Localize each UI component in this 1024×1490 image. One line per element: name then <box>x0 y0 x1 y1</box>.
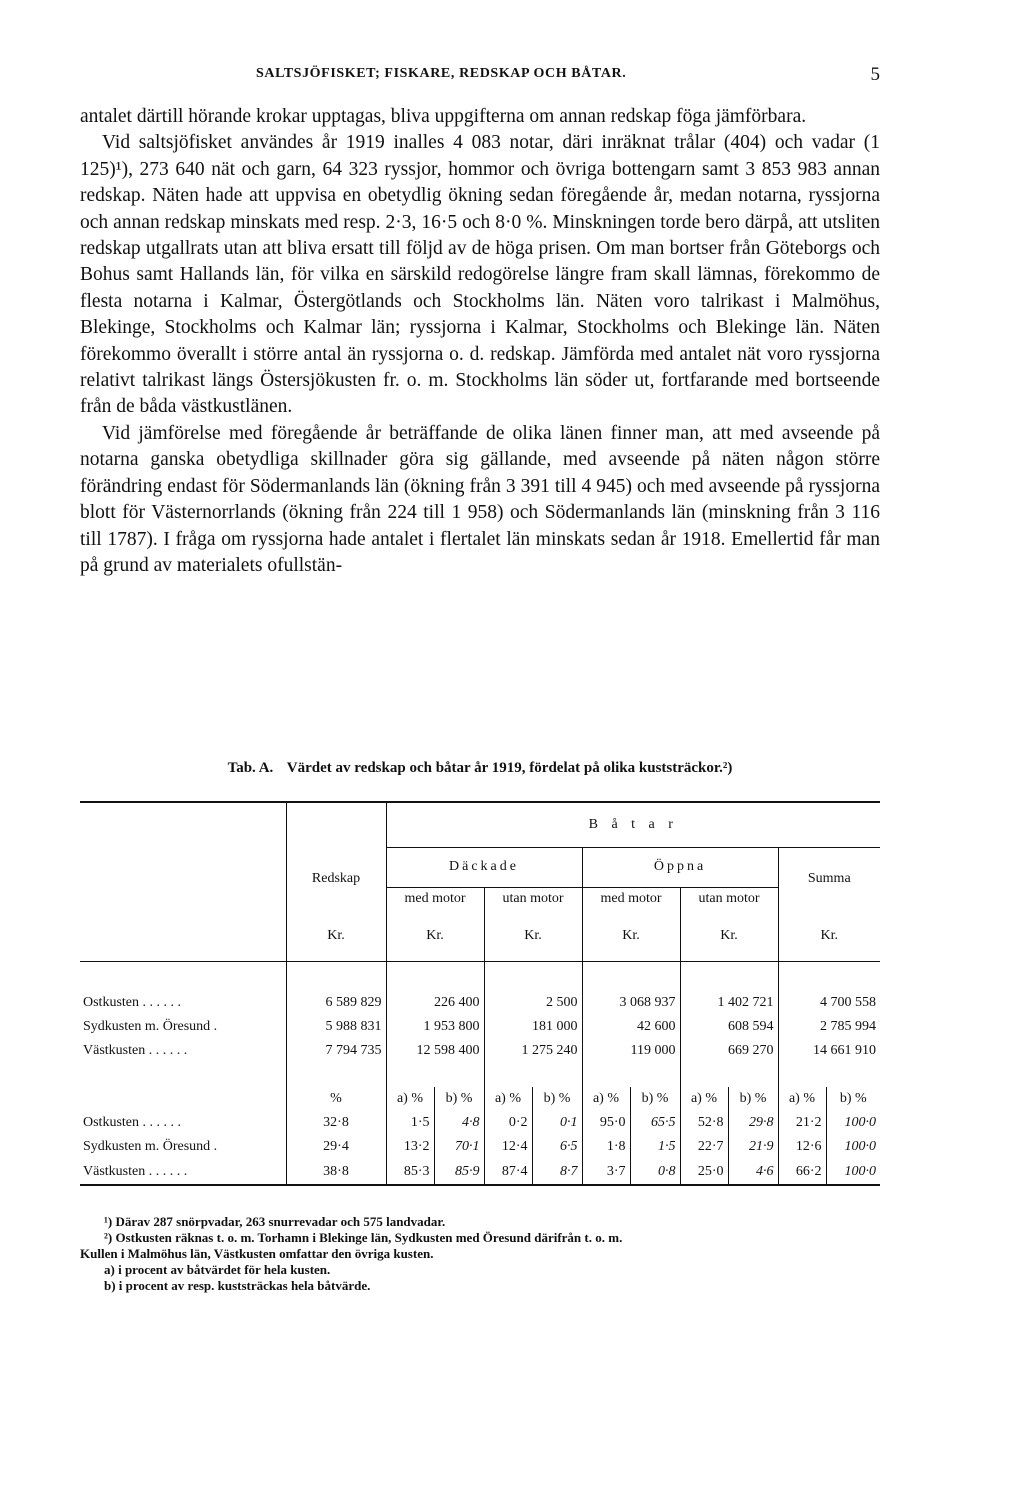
cell: 70·1 <box>434 1135 484 1159</box>
table-row <box>80 1135 880 1159</box>
pct-a: a) % <box>582 1087 630 1111</box>
unit-kr: Kr. <box>286 911 386 961</box>
pct-unit: % <box>286 1087 386 1111</box>
cell: 29·4 <box>286 1135 386 1159</box>
cell: 66·2 <box>778 1159 826 1185</box>
cell: 4·6 <box>728 1159 778 1185</box>
cell: 669 270 <box>680 1039 778 1063</box>
footnote: ¹) Därav 287 snörpvadar, 263 snurrevadar och 575 landvadar. <box>104 1214 446 1229</box>
cell: 226 400 <box>386 991 484 1015</box>
stub-header <box>80 802 286 847</box>
cell: 3·7 <box>582 1159 630 1185</box>
running-head: SALTSJÖFISKET; FISKARE, REDSKAP OCH BÅTAR. <box>256 66 627 81</box>
cell: 12·6 <box>778 1135 826 1159</box>
unit-kr: Kr. <box>582 911 680 961</box>
unit-kr: Kr. <box>484 911 582 961</box>
cell: 22·7 <box>680 1135 728 1159</box>
table-number: Tab. A. <box>227 760 274 776</box>
unit-kr: Kr. <box>386 911 484 961</box>
cell: 100·0 <box>826 1159 880 1185</box>
cell: 13·2 <box>386 1135 434 1159</box>
cell: 4 700 558 <box>778 991 880 1015</box>
table-row <box>80 1159 880 1185</box>
cell: 12 598 400 <box>386 1039 484 1063</box>
cell: 1·5 <box>630 1135 680 1159</box>
cell: 1 275 240 <box>484 1039 582 1063</box>
cell: 181 000 <box>484 1015 582 1039</box>
oppna-header: Öppna <box>582 847 778 887</box>
pct-a: a) % <box>386 1087 434 1111</box>
cell: 85·3 <box>386 1159 434 1185</box>
cell: 14 661 910 <box>778 1039 880 1063</box>
unit-kr: Kr. <box>680 911 778 961</box>
cell: 0·2 <box>484 1111 532 1135</box>
cell: 32·8 <box>286 1111 386 1135</box>
body-text <box>80 104 880 579</box>
cell: 8·7 <box>532 1159 582 1185</box>
cell: 87·4 <box>484 1159 532 1185</box>
oppna-med-motor: med motor <box>582 887 680 911</box>
page-number: 5 <box>870 64 880 85</box>
cell: 6·5 <box>532 1135 582 1159</box>
pct-b: b) % <box>728 1087 778 1111</box>
row-label: Ostkusten . . . . . . <box>83 995 181 1010</box>
value-table <box>80 801 880 1186</box>
footnote: ²) Ostkusten räknas t. o. m. Torhamn i Blekinge län, Sydkusten med Öresund därifrån t. o. m. <box>104 1230 623 1245</box>
unit-kr: Kr. <box>778 911 880 961</box>
paragraph: Vid saltsjöfisket användes år 1919 inalles 4 083 notar, däri inräknat trålar (404) och vadar (1 125)¹), 273 640 nät och garn, 64 323 ryssjor, hommor och övriga bottengarn samt 3 853 983 annan redskap. Näten hade att uppvisa en obetydlig ökning sedan föregående år, medan notarna, ryssjorna och annan redskap minskats med resp. 2·3, 16·5 och 8·0 %. Minskningen torde bero därpå, att utsliten redskap utgallrats utan att bliva ersatt till följd av de höga prisen. Om man bortser från Göteborgs och Bohus samt Hallands län, för vilka en särskild redogörelse längre fram skall lämnas, förekommo de flesta notarna i Kalmar, Östergötlands och Stockholms län. Näten voro talrikast i Malmöhus, Blekinge, Stockholms och Kalmar län; ryssjorna i Kalmar, Stockholms och Blekinge län. Näten förekommo överallt i större antal än ryssjorna o. d. redskap. Jämförda med antalet nät voro ryssjorna relativt talrikast längs Östersjökusten fr. o. m. Stockholms län söder ut, fortfarande med bortseende från de båda västkustlänen. <box>80 132 880 418</box>
cell: 100·0 <box>826 1111 880 1135</box>
table-row <box>80 1111 880 1135</box>
row-label: Västkusten . . . . . . <box>83 1043 188 1058</box>
cell: 25·0 <box>680 1159 728 1185</box>
row-label: Ostkusten . . . . . . <box>83 1115 181 1130</box>
cell: 3 068 937 <box>582 991 680 1015</box>
cell: 29·8 <box>728 1111 778 1135</box>
table-title: Värdet av redskap och båtar år 1919, fördelat på olika kuststräckor.²) <box>286 760 733 776</box>
oppna-utan-motor: utan motor <box>680 887 778 911</box>
cell: 608 594 <box>680 1015 778 1039</box>
row-label: Västkusten . . . . . . <box>83 1163 188 1179</box>
cell: 65·5 <box>630 1111 680 1135</box>
dackade-header: Däckade <box>386 847 582 887</box>
pct-a: a) % <box>680 1087 728 1111</box>
footnote: b) i procent av resp. kuststräckas hela båtvärde. <box>104 1278 371 1293</box>
cell: 95·0 <box>582 1111 630 1135</box>
footnote: Kullen i Malmöhus län, Västkusten omfattar den övriga kusten. <box>80 1246 434 1261</box>
cell: 0·8 <box>630 1159 680 1185</box>
cell: 38·8 <box>286 1159 386 1185</box>
cell: 1·5 <box>386 1111 434 1135</box>
cell: 2 500 <box>484 991 582 1015</box>
summa-header: Summa <box>778 847 880 911</box>
cell: 100·0 <box>826 1135 880 1159</box>
row-label: Sydkusten m. Öresund . <box>83 1019 218 1034</box>
pct-b: b) % <box>532 1087 582 1111</box>
dackade-med-motor: med motor <box>386 887 484 911</box>
page-header <box>80 66 880 90</box>
row-label: Sydkusten m. Öresund . <box>83 1139 218 1154</box>
cell: 1·8 <box>582 1135 630 1159</box>
cell: 85·9 <box>434 1159 484 1185</box>
table-row <box>80 991 880 1015</box>
paragraph: antalet därtill hörande krokar upptagas, bliva uppgifterna om annan redskap föga jämförbara. <box>80 106 807 127</box>
cell: 119 000 <box>582 1039 680 1063</box>
pct-b: b) % <box>630 1087 680 1111</box>
cell: 52·8 <box>680 1111 728 1135</box>
pct-b: b) % <box>434 1087 484 1111</box>
cell: 1 402 721 <box>680 991 778 1015</box>
cell: 5 988 831 <box>286 1015 386 1039</box>
percent-header-row <box>80 1087 880 1111</box>
batar-header: B å t a r <box>386 802 880 847</box>
cell: 1 953 800 <box>386 1015 484 1039</box>
paragraph: Vid jämförelse med föregående år beträffande de olika länen finner man, att med avseende på notarna ganska obetydliga skillnader göra sig gällande, med avseende på näten någon större förändring endast för Södermanlands län (ökning från 3 391 till 4 945) och med avseende på ryssjorna blott för Västernorrlands (ökning från 224 till 1 958) och Södermanlands län (minskning från 3 116 till 1787). I fråga om ryssjorna hade antalet i flertalet län minskats sedan år 1918. Emellertid får man på grund av materialets ofullstän- <box>80 422 880 576</box>
redskap-header: Redskap <box>286 847 386 911</box>
cell: 6 589 829 <box>286 991 386 1015</box>
table-caption <box>80 760 880 777</box>
table-row <box>80 1015 880 1039</box>
cell: 42 600 <box>582 1015 680 1039</box>
cell: 4·8 <box>434 1111 484 1135</box>
pct-a: a) % <box>778 1087 826 1111</box>
cell: 21·9 <box>728 1135 778 1159</box>
pct-b: b) % <box>826 1087 880 1111</box>
cell: 2 785 994 <box>778 1015 880 1039</box>
cell: 12·4 <box>484 1135 532 1159</box>
table-row <box>80 1039 880 1063</box>
dackade-utan-motor: utan motor <box>484 887 582 911</box>
cell: 0·1 <box>532 1111 582 1135</box>
pct-a: a) % <box>484 1087 532 1111</box>
footnote: a) i procent av båtvärdet för hela kusten. <box>104 1262 331 1277</box>
cell: 7 794 735 <box>286 1039 386 1063</box>
cell: 21·2 <box>778 1111 826 1135</box>
footnotes <box>80 1214 900 1294</box>
